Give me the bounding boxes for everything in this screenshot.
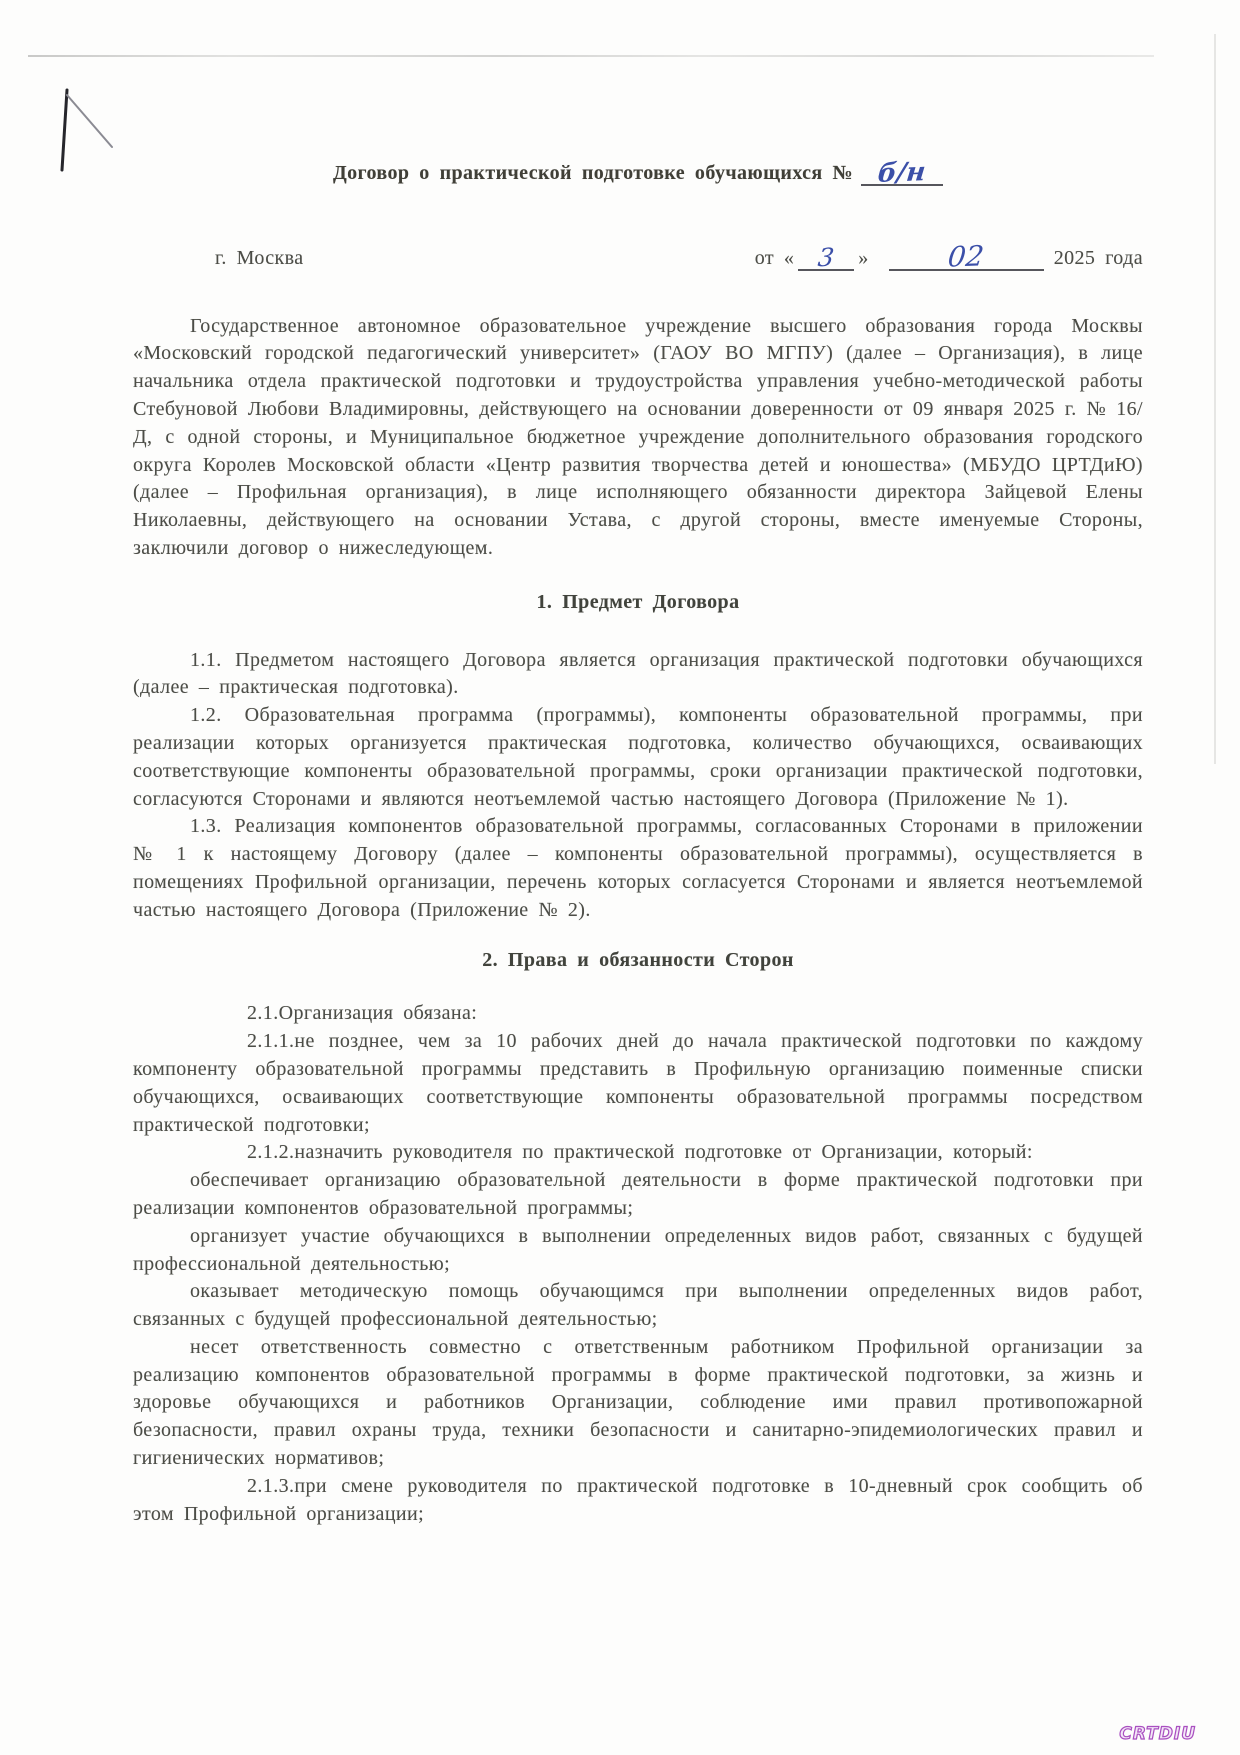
handwritten-contract-number: б/н [876, 157, 928, 189]
section-2-heading: 2. Права и обязанности Сторон [482, 948, 794, 971]
city-label: г. Москва [215, 246, 304, 269]
clause-number: 2.1.2. [247, 1141, 295, 1164]
clause-text: Организация обязана: [278, 1002, 478, 1025]
clause-2-1 [133, 1000, 1143, 1028]
clause-2-1-2 [133, 1139, 1143, 1167]
clause-number: 2.1. [247, 1002, 279, 1025]
pen-mark-icon [36, 76, 126, 186]
clause-1-1: 1.1. Предметом настоящего Договора является организация практической подготовки обучающихся (далее – практическая подготовка). [133, 648, 1143, 699]
clause-1-3: 1.3. Реализация компонентов образовательной программы, согласованных Сторонами в приложении № 1 к настоящему Договору (далее – компоненты образовательной программы), осуществляется в помещениях Профильной организации, перечень которых согласуется Сторонами и является неотъемлемой частью настоящего Договора (Приложение № 2). [133, 815, 1143, 921]
watermark: CRTDIU [1119, 1724, 1196, 1744]
clause-2-1-1 [133, 1028, 1143, 1139]
handwritten-month: 02 [946, 239, 986, 274]
date-quote-close: » [858, 246, 869, 269]
clause-number: 2.1.1. [247, 1030, 295, 1053]
clause-2-1-2-sub-1: обеспечивает организацию образовательной деятельности в форме практической подготовки при реализации компонентов образовательной программы; [133, 1169, 1143, 1219]
section-1-heading: 1. Предмет Договора [536, 590, 740, 613]
clause-text: при смене руководителя по практической подготовке в 10-дневный срок сообщить об этом Профильной организации; [133, 1474, 1143, 1525]
handwritten-day: 3 [816, 242, 836, 273]
clause-2-1-2-sub-3: оказывает методическую помощь обучающимся при выполнении определенных видов работ, связанных с будущей профессиональной деятельностью; [133, 1280, 1143, 1331]
clause-2-1-3 [133, 1473, 1143, 1529]
contract-number-blank [861, 157, 943, 189]
preamble-paragraph: Государственное автономное образовательное учреждение высшего образования города Москвы «Московский городской педагогический университет» (ГАОУ ВО МГПУ) (далее – Организация), в лице начальника отдела практической подготовки и трудоустройства управления учебно-методической работы Стебуновой Любови Владимировны, действующего на основании доверенности от 09 января 2025 г. № 16/Д, с одной стороны, и Муниципальное бюджетное учреждение дополнительного образования городского округа Королев Московской области «Центр развития творчества детей и юношества» (МБУДО ЦРТДиЮ) (далее – Профильная организация), в лице исполняющего обязанности директора Зайцевой Елены Николаевны, действующего на основании Устава, с другой стороны, вместе именуемые Стороны, заключили договор о нижеследующем. [133, 314, 1143, 559]
document-body [133, 157, 1143, 1528]
clause-2-1-2-sub-2: организует участие обучающихся в выполнении определенных видов работ, связанных с будущей профессиональной деятельностью; [133, 1224, 1143, 1275]
scan-artifact-horizontal-line [28, 55, 1154, 57]
date-day-blank [798, 242, 854, 273]
city-date-row [133, 239, 1143, 274]
clause-number: 2.1.3. [247, 1474, 295, 1497]
document-title [133, 157, 1143, 189]
date-group [754, 239, 1143, 274]
scan-artifact-vertical-line [1214, 34, 1216, 764]
date-year-label: 2025 года [1053, 246, 1143, 269]
clause-text: не позднее, чем за 10 рабочих дней до начала практической подготовки по каждому компоненту образовательной программы представить в Профильную организацию поименные списки обучающихся, осваивающих соответствующие компоненты образовательной программы посредством практической подготовки; [133, 1030, 1143, 1136]
clause-1-2: 1.2. Образовательная программа (программы), компоненты образовательной программы, при реализации которых организуется практическая подготовка, количество обучающихся, осваивающих соответствующие компоненты образовательной программы, сроки организации практической подготовки, согласуются Сторонами и являются неотъемлемой частью настоящего Договора (Приложение № 1). [133, 704, 1143, 810]
date-month-blank [889, 239, 1044, 274]
date-prefix: от « [754, 246, 795, 269]
document-title-text: Договор о практической подготовке обучающихся № [332, 162, 854, 184]
clause-2-1-2-sub-4: несет ответственность совместно с ответственным работником Профильной организации за реализацию компонентов образовательной программы в форме практической подготовки, за жизнь и здоровье обучающихся и работников Организации, соблюдение ими правил противопожарной безопасности, правил охраны труда, техники безопасности и санитарно-эпидемиологических правил и гигиенических нормативов; [133, 1335, 1143, 1470]
clause-text: назначить руководителя по практической подготовке от Организации, который: [294, 1141, 1033, 1164]
